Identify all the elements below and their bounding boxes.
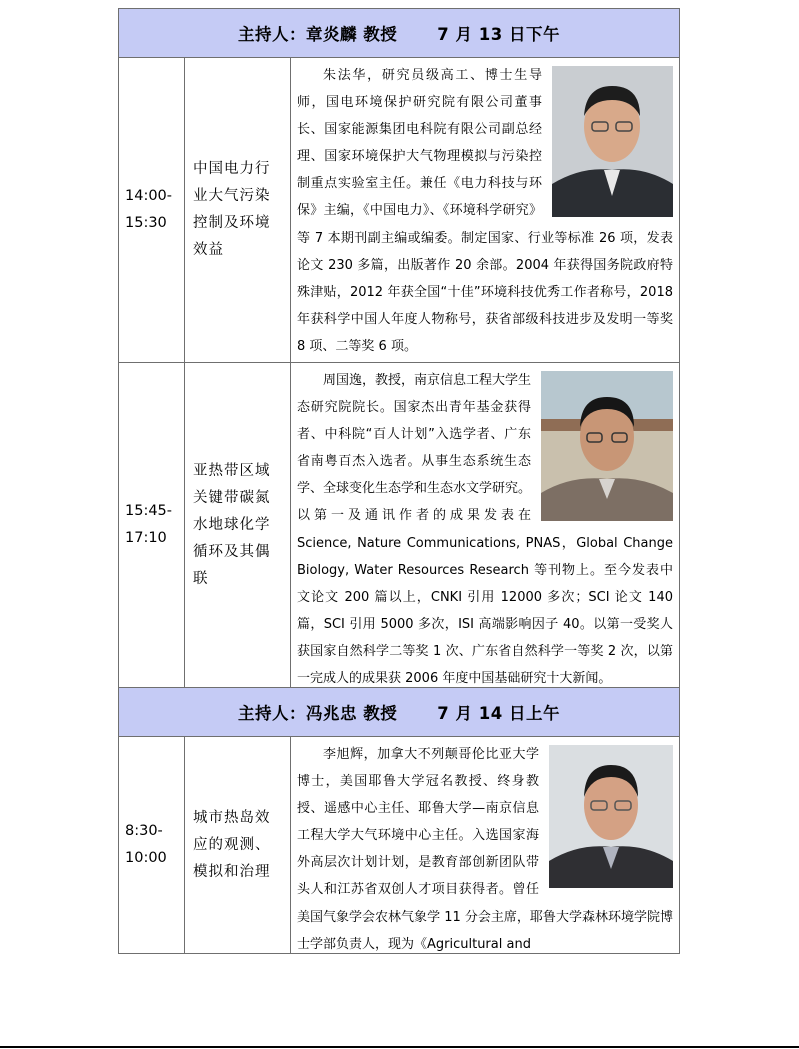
speaker-bio: 李旭辉，加拿大不列颠哥伦比亚大学博士，美国耶鲁大学冠名教授、终身教授、遥感中心主任、耶鲁大学—南京信息工程大学大气环境中心主任。入选国家海外高层次计划计划，是教育部创新团队带头人和江苏省双创人才项目获得者。曾任美国气象学会农林气象学 11 分会主席，耶鲁大学森林环境学院博士学部负责人，现为《Agricultural and xyxy=(297,747,673,952)
time-end: 15:30 xyxy=(125,215,167,231)
talk-topic: 亚热带区域关键带碳氮水地球化学循环及其偶联 xyxy=(193,462,271,587)
session-date: 7 月 14 日上午 xyxy=(437,704,560,723)
talk-row xyxy=(119,58,679,363)
talk-topic: 中国电力行业大气污染控制及环境效益 xyxy=(193,161,271,258)
time-end: 10:00 xyxy=(125,850,167,866)
session-header xyxy=(119,688,679,737)
time-start: 15:45- xyxy=(125,503,173,519)
speaker-bio: 朱法华，研究员级高工、博士生导师，国电环境保护研究院有限公司董事长、国家能源集团电科院有限公司副总经理、国家环境保护大气物理模拟与污染控制重点实验室主任。兼任《电力科技与环保》主编，《中国电力》、《环境科学研究》等 7 本期刊副主编或编委。制定国家、行业等标准 26 项，发表论文 230 多篇，出版著作 20 余部。2004 年获得国务院政府特殊津贴，2012 年获全国“十佳”环境科技优秀工作者称号，2018 年获科学中国人年度人物称号，获省部级科技进步及发明一等奖 8 项、二等奖 6 项。 xyxy=(297,68,673,354)
speaker-bio: 周国逸，教授，南京信息工程大学生态研究院院长。国家杰出青年基金获得者、中科院“百人计划”入选学者、广东省南粤百杰入选者。从事生态系统生态学、全球变化生态学和生态水文学研究。以第一及通讯作者的成果发表在 Science, Nature Communications, PNAS，Global Change Biology, Water Resources Research 等刊物上。至今发表中文论文 200 篇以上，CNKI 引用 12000 多次；SCI 论文 140 篇，SCI 引用 5000 多次，ISI 高端影响因子 40。以第一受奖人获国家自然科学二等奖 1 次、广东省自然科学一等奖 2 次，以第一完成人的成果获 2006 年度中国基础研究十大新闻。 xyxy=(297,373,673,687)
time-end: 17:10 xyxy=(125,530,167,546)
host-label: 主持人：章炎麟 教授 xyxy=(238,25,398,44)
time-cell xyxy=(119,363,185,687)
speaker-photo xyxy=(549,745,673,888)
topic-cell xyxy=(185,737,291,953)
time-start: 8:30- xyxy=(125,823,163,839)
time-cell xyxy=(119,737,185,953)
time-cell xyxy=(119,58,185,362)
topic-cell xyxy=(185,58,291,362)
speaker-portrait-icon xyxy=(552,66,673,217)
time-start: 14:00- xyxy=(125,188,173,204)
talk-row xyxy=(119,737,679,953)
host-label: 主持人：冯兆忠 教授 xyxy=(238,704,398,723)
speaker-bio-cell xyxy=(291,58,679,362)
session-header xyxy=(119,9,679,58)
talk-row xyxy=(119,363,679,688)
schedule-table xyxy=(118,8,680,954)
speaker-photo xyxy=(541,371,673,521)
speaker-photo xyxy=(552,66,673,217)
speaker-portrait-icon xyxy=(549,745,673,888)
speaker-bio-cell xyxy=(291,737,679,953)
speaker-portrait-icon xyxy=(541,371,673,521)
session-date: 7 月 13 日下午 xyxy=(437,25,560,44)
speaker-bio-cell xyxy=(291,363,679,687)
page-bottom-rule xyxy=(0,1046,799,1048)
talk-topic: 城市热岛效应的观测、模拟和治理 xyxy=(193,809,271,880)
topic-cell xyxy=(185,363,291,687)
